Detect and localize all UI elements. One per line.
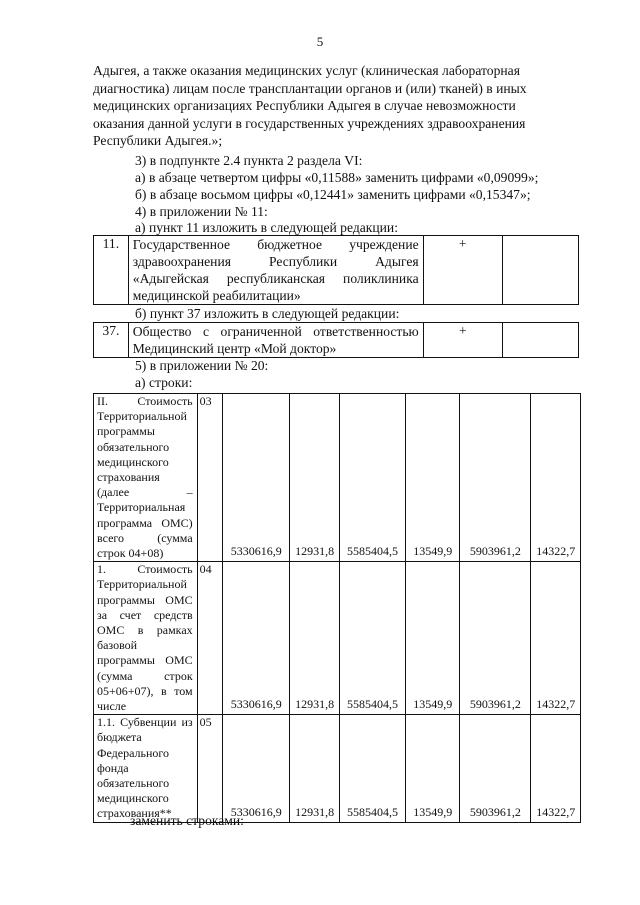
row-label: 1.1. Субвенции из бюджета Федерального фонда обязательного медицинского страхования** (94, 715, 198, 822)
value-cell: 14322,7 (531, 562, 581, 715)
value-cell: 5330616,9 (223, 562, 290, 715)
value-cell: 12931,8 (290, 562, 340, 715)
value-cell: 13549,9 (406, 394, 460, 562)
value-cell: 5903961,2 (460, 715, 531, 822)
appendix20-rows-table (93, 393, 581, 823)
value-cell: 5585404,5 (339, 562, 405, 715)
row-number: 37. (94, 323, 129, 358)
plus-mark: + (423, 323, 502, 358)
value-cell: 12931,8 (290, 394, 340, 562)
intro-line: медицинских организациях Республики Адыгея в случае невозможности (93, 98, 516, 114)
value-cell: 5330616,9 (223, 394, 290, 562)
row-code: 05 (197, 715, 222, 822)
table-row (94, 562, 581, 715)
row-label: 1. Стоимость Территориальной программы ОМС за счет средств ОМС в рамках базовой программы ОМС (сумма строк 05+06+07), в том числе (94, 562, 198, 715)
value-cell: 5585404,5 (339, 394, 405, 562)
page-number: 5 (316, 34, 324, 49)
item-3a: а) в абзаце четвертом цифры «0,11588» заменить цифрами «0,09099»; (135, 170, 539, 185)
value-cell: 5585404,5 (339, 715, 405, 822)
table-row (94, 236, 579, 305)
intro-line: оказания данной услуги в государственных учреждениях здравоохранения (93, 115, 526, 131)
value-cell: 13549,9 (406, 562, 460, 715)
plus-mark: + (423, 236, 502, 305)
intro-line: диагностика) лицам после трансплантации органов и (или) тканей) в иных (93, 80, 527, 96)
empty-cell (502, 236, 578, 305)
item-5a: а) строки: (135, 375, 193, 390)
table-row (94, 323, 579, 358)
item-3: 3) в подпункте 2.4 пункта 2 раздела VI: (135, 153, 363, 168)
table-row (94, 394, 581, 562)
value-cell: 12931,8 (290, 715, 340, 822)
value-cell: 14322,7 (531, 394, 581, 562)
organization-name: Общество с ограниченной ответственностью Медицинский центр «Мой доктор» (128, 323, 423, 358)
value-cell: 14322,7 (531, 715, 581, 822)
value-cell: 5903961,2 (460, 394, 531, 562)
value-cell: 13549,9 (406, 715, 460, 822)
row-code: 03 (197, 394, 222, 562)
row-code: 04 (197, 562, 222, 715)
item-4b: б) пункт 37 изложить в следующей редакции: (135, 306, 400, 321)
row-number: 11. (94, 236, 129, 305)
value-cell: 5903961,2 (460, 562, 531, 715)
value-cell: 5330616,9 (223, 715, 290, 822)
intro-line: Адыгея, а также оказания медицинских услуг (клиническая лабораторная (93, 63, 520, 78)
closing-line: заменить строками: (130, 813, 244, 828)
table-row (94, 715, 581, 822)
appendix11-point11-table (93, 235, 579, 305)
organization-name: Государственное бюджетное учреждение здравоохранения Республики Адыгея «Адыгейская республиканская поликлиника медицинской реабилитации» (128, 236, 423, 305)
intro-paragraph (93, 62, 580, 150)
row-label: II. Стоимость Территориальной программы обязательного медицинского страхования (далее – Территориальная программа ОМС) всего (сумма строк 04+08) (94, 394, 198, 562)
appendix11-point37-table (93, 322, 579, 358)
item-4a: а) пункт 11 изложить в следующей редакции: (135, 220, 398, 235)
item-5: 5) в приложении № 20: (135, 358, 269, 373)
item-3b: б) в абзаце восьмом цифры «0,12441» заменить цифрами «0,15347»; (135, 187, 531, 202)
intro-line: Республики Адыгея.»; (93, 133, 223, 149)
empty-cell (502, 323, 578, 358)
item-4: 4) в приложении № 11: (135, 204, 268, 219)
